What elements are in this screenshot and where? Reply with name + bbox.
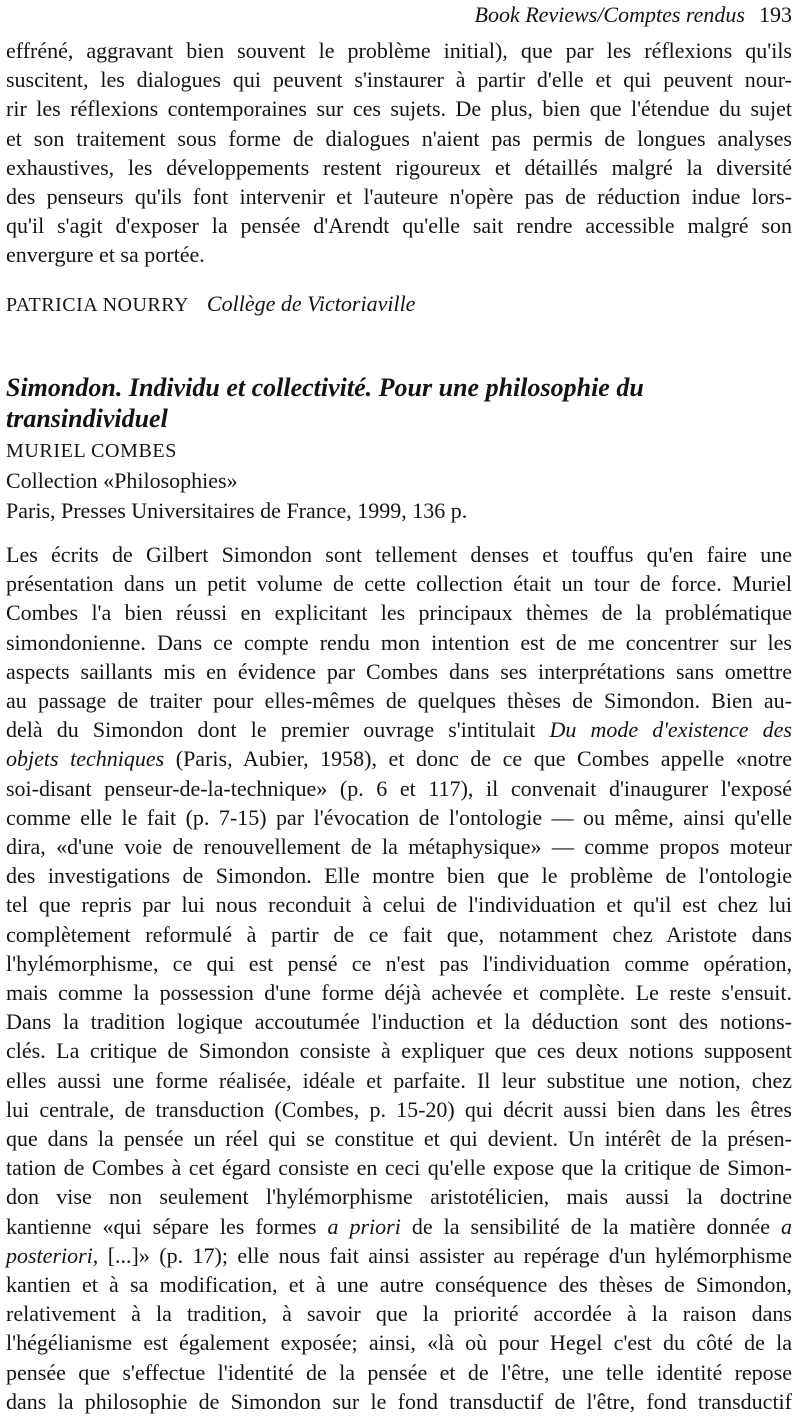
text-line: complètement reformulé à partir de ce fait que, notamment chez Aristote dans bbox=[6, 921, 792, 947]
book-collection: Collection «Philosophies» bbox=[6, 468, 238, 493]
review-book-metadata bbox=[6, 436, 467, 526]
text-line: et son traitement sous forme de dialogues n'aient pas permis de longues analyses bbox=[6, 125, 792, 151]
text-line: Les écrits de Gilbert Simondon sont tellement denses et touffus qu'en faire une bbox=[6, 542, 792, 567]
text-line: suscitent, les dialogues qui peuvent s'instaurer à partir d'elle et qui peuvent nour- bbox=[6, 67, 792, 93]
text-line: que dans la pensée un réel qui se constitue et qui devient. Un intérêt de la présen- bbox=[6, 1126, 792, 1152]
previous-review-closing-paragraph bbox=[6, 36, 792, 270]
text-line: qu'il s'agit d'exposer la pensée d'Arendt qu'elle sait rendre accessible malgré son bbox=[6, 213, 792, 239]
text-line: des investigations de Simondon. Elle montre bien que le problème de l'ontologie bbox=[6, 863, 792, 889]
text-line: au passage de traiter pour elles-mêmes de quelques thèses de Simondon. Bien au- bbox=[6, 688, 792, 714]
text-line bbox=[6, 744, 792, 773]
text-line: dira, «d'une voie de renouvellement de la métaphysique» — comme propos moteur bbox=[6, 834, 792, 860]
text-line: rir les réflexions contemporaines sur ces sujets. De plus, bien que l'étendue du sujet bbox=[6, 96, 792, 122]
italic-term: a priori bbox=[327, 1213, 401, 1239]
text-line: mais comme la possession d'une forme déjà achevée et complète. Le reste s'ensuit. bbox=[6, 980, 792, 1006]
text-run: delà du Simondon dont le premier ouvrage s'intitulait bbox=[6, 717, 550, 743]
page-number: 193 bbox=[759, 2, 792, 27]
text-line: pensée que s'effectue l'identité de la pensée et de l'être, une telle identité repose bbox=[6, 1359, 792, 1385]
text-line: l'hylémorphisme, ce qui est pensé ce n'est pas l'individuation comme opération, bbox=[6, 950, 792, 976]
text-line bbox=[6, 715, 792, 744]
text-run: (Paris, Aubier, 1958), et donc de ce que Combes appelle «notre bbox=[164, 746, 792, 772]
text-line: clés. La critique de Simondon consiste à expliquer que ces deux notions supposent bbox=[6, 1038, 792, 1064]
text-line: elles aussi une forme réalisée, idéale et parfaite. Il leur substitue une notion, chez bbox=[6, 1067, 792, 1093]
text-run: , [...]» (p. 17); elle nous fait ainsi assister au repérage d'un hylémorphisme bbox=[92, 1242, 792, 1268]
reviewer-institution: Collège de Victoriaville bbox=[206, 291, 416, 316]
text-run: kantienne «qui sépare les formes bbox=[6, 1213, 328, 1239]
text-line: des penseurs qu'ils font intervenir et l'auteure n'opère pas de réduction indue lors- bbox=[6, 184, 792, 210]
text-line: l'hégélianisme est également exposée; ainsi, «là où pour Hegel c'est du côté de la bbox=[6, 1330, 792, 1356]
italic-book-title: objets techniques bbox=[6, 746, 165, 772]
text-line: dans la philosophie de Simondon sur le fond transductif de l'être, fond transductif bbox=[6, 1388, 792, 1414]
text-line: lui centrale, de transduction (Combes, p. 15-20) qui décrit aussi bien dans les êtres bbox=[6, 1096, 792, 1122]
italic-term: posteriori bbox=[6, 1242, 93, 1268]
text-line: exhaustives, les développements restent rigoureux et détaillés malgré la diversité bbox=[6, 154, 792, 180]
text-line: don vise non seulement l'hylémorphisme aristotélicien, mais aussi la doctrine bbox=[6, 1184, 792, 1210]
running-head bbox=[475, 2, 792, 28]
text-line: présentation dans un petit volume de cette collection était un tour de force. Muriel bbox=[6, 571, 792, 597]
text-line: relativement à la tradition, à savoir que la priorité accordée à la raison dans bbox=[6, 1301, 792, 1327]
book-author: MURIEL COMBES bbox=[6, 440, 177, 462]
text-line: aspects saillants mis en évidence par Combes dans ses interprétations sans omettre bbox=[6, 658, 792, 684]
italic-term: a bbox=[781, 1213, 793, 1239]
italic-book-title: Du mode d'existence des bbox=[549, 717, 792, 743]
text-line: soi-disant penseur-de-la-technique» (p. 6 et 117), il convenait d'inaugurer l'exposé bbox=[6, 775, 792, 801]
text-line: tel que repris par lui nous reconduit à celui de l'individuation et qu'il est chez lui bbox=[6, 892, 792, 918]
text-line: envergure et sa portée. bbox=[6, 242, 205, 268]
running-head-title: Book Reviews/Comptes rendus bbox=[474, 2, 745, 27]
text-line: Dans la tradition logique accoutumée l'induction et la déduction sont des notions- bbox=[6, 1009, 792, 1035]
text-line: Combes l'a bien réussi en explicitant les principaux thèmes de la problématique bbox=[6, 600, 792, 626]
text-run: de la sensibilité de la matière donnée bbox=[400, 1213, 782, 1239]
book-publication: Paris, Presses Universitaires de France, 1999, 136 p. bbox=[6, 498, 468, 523]
text-line bbox=[6, 1212, 792, 1241]
text-line: tation de Combes à cet égard consiste en ceci qu'elle expose que la critique de Simon- bbox=[6, 1155, 792, 1181]
text-line: comme elle le fait (p. 7-15) par l'évocation de l'ontologie — ou même, ainsi qu'elle bbox=[6, 804, 792, 830]
text-line: effréné, aggravant bien souvent le problème initial), que par les réflexions qu'ils bbox=[6, 38, 792, 63]
reviewer-signature bbox=[6, 291, 415, 318]
review-book-title: Simondon. Individu et collectivité. Pour une philosophie du transindividuel bbox=[6, 373, 644, 433]
text-line bbox=[6, 1241, 792, 1270]
review-body-paragraph bbox=[6, 540, 792, 1416]
reviewer-name: PATRICIA NOURRY bbox=[6, 294, 189, 316]
text-line: kantien et à sa modification, et à une autre conséquence des thèses de Simondon, bbox=[6, 1272, 792, 1298]
text-line: simondonienne. Dans ce compte rendu mon intention est de me concentrer sur les bbox=[6, 629, 792, 655]
